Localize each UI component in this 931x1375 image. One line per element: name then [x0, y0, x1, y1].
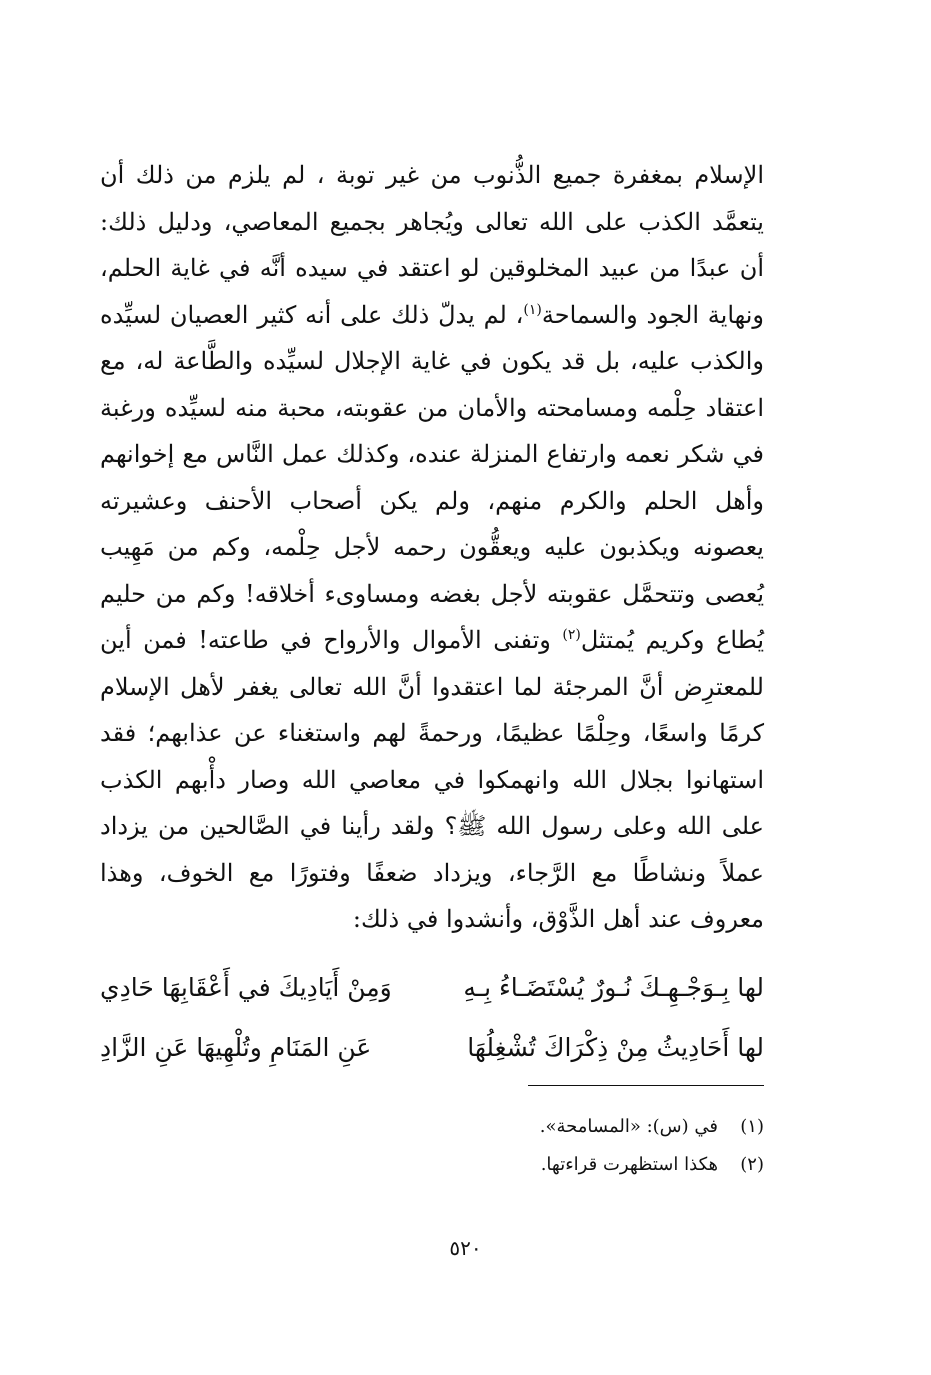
footnote-divider: [528, 1085, 764, 1086]
footnotes: [300, 1108, 764, 1184]
poem-verse: [100, 958, 764, 1018]
page-number: ٥٢٠: [449, 1236, 482, 1260]
poem-second-hemistich: عَنِ المَنَامِ وتُلْهِيهَا عَنِ الزَّادِ: [100, 1033, 372, 1062]
body-text: [100, 152, 764, 943]
footnote: [300, 1146, 764, 1184]
footnote-number: (١): [740, 1116, 764, 1137]
footnote-text: هكذا استظهرت قراءتها.: [540, 1154, 718, 1175]
poem-second-hemistich: وَمِنْ أَيَادِيكَ في أَعْقَابِهَا حَادِي: [100, 973, 392, 1002]
body-text-part-1: الإسلام بمغفرة جميع الذُّنوب من غير توبة ، لم يلزم من ذلك أن يتعمَّد الكذب على الله تعالى ويُجاهر بجميع المعاصي، ودليل ذلك: أن عبدًا من عبيد المخلوقين لو اعتقد في سيده أنَّه في غاية الحلم، ونهاية الجود والسماحة: [100, 161, 765, 329]
poem-verse: [100, 1018, 764, 1078]
poem-first-hemistich: لها بِـوَجْـهِـكَ نُـورٌ يُسْتَضَـاءُ بِـهِ: [463, 973, 764, 1002]
body-text-part-3: وتفنى الأموال والأرواح في طاعته! فمن أين للمعترِض أنَّ المرجئة لما اعتقدوا أنَّ الله تعالى يغفر لأهل الإسلام كرمًا واسعًا، وحِلْمًا عظيمًا، ورحمةً لهم واستغناء عن عذابهم؛ فقد استهانوا بجلال الله وانهمكوا في معاصي الله وصار دأْبهم الكذب على الله وعلى رسول الله ﷺ؟ ولقد رأينا في الصَّالحين من يزداد عملاً ونشاطًا مع الرَّجاء، ويزداد ضعفًا وفتورًا مع الخوف، وهذا معروف عند أهل الذَّوْق، وأنشدوا في ذلك:: [100, 626, 765, 933]
footnote-number: (٢): [740, 1154, 764, 1175]
body-text-part-2: ، لم يدلّ ذلك على أنه كثير العصيان لسيِّده والكذب عليه، بل قد يكون في غاية الإجلال لسيِّده والطَّاعة له، مع اعتقاد حِلْمه ومسامحته والأمان من عقوبته، محبة منه لسيِّده ورغبة في شكر نعمه وارتفاع المنزلة عنده، وكذلك عمل النَّاس مع إخوانهم وأهل الحلم والكرم منهم، ولم يكن أصحاب الأحنف وعشيرته يعصونه ويكذبون عليه ويعقُّون رحمه لأجل حِلْمه، وكم من مَهِيب يُعصى وتتحمَّل عقوبته لأجل بغضه ومساوىء أخلاقه! وكم من حليم يُطاع وكريم يُمتثل: [100, 300, 764, 654]
footnote-text: في (س): «المسامحة».: [539, 1116, 718, 1137]
poem: [100, 958, 764, 1078]
footnote-ref-1[interactable]: (١): [523, 301, 542, 318]
body-paragraph: [100, 152, 764, 943]
poem-first-hemistich: لها أَحَادِيثُ مِنْ ذِكْرَاكَ تُشْغِلُهَا: [467, 1033, 764, 1062]
footnote-ref-2[interactable]: (٢): [562, 627, 581, 643]
footnote: [300, 1108, 764, 1146]
